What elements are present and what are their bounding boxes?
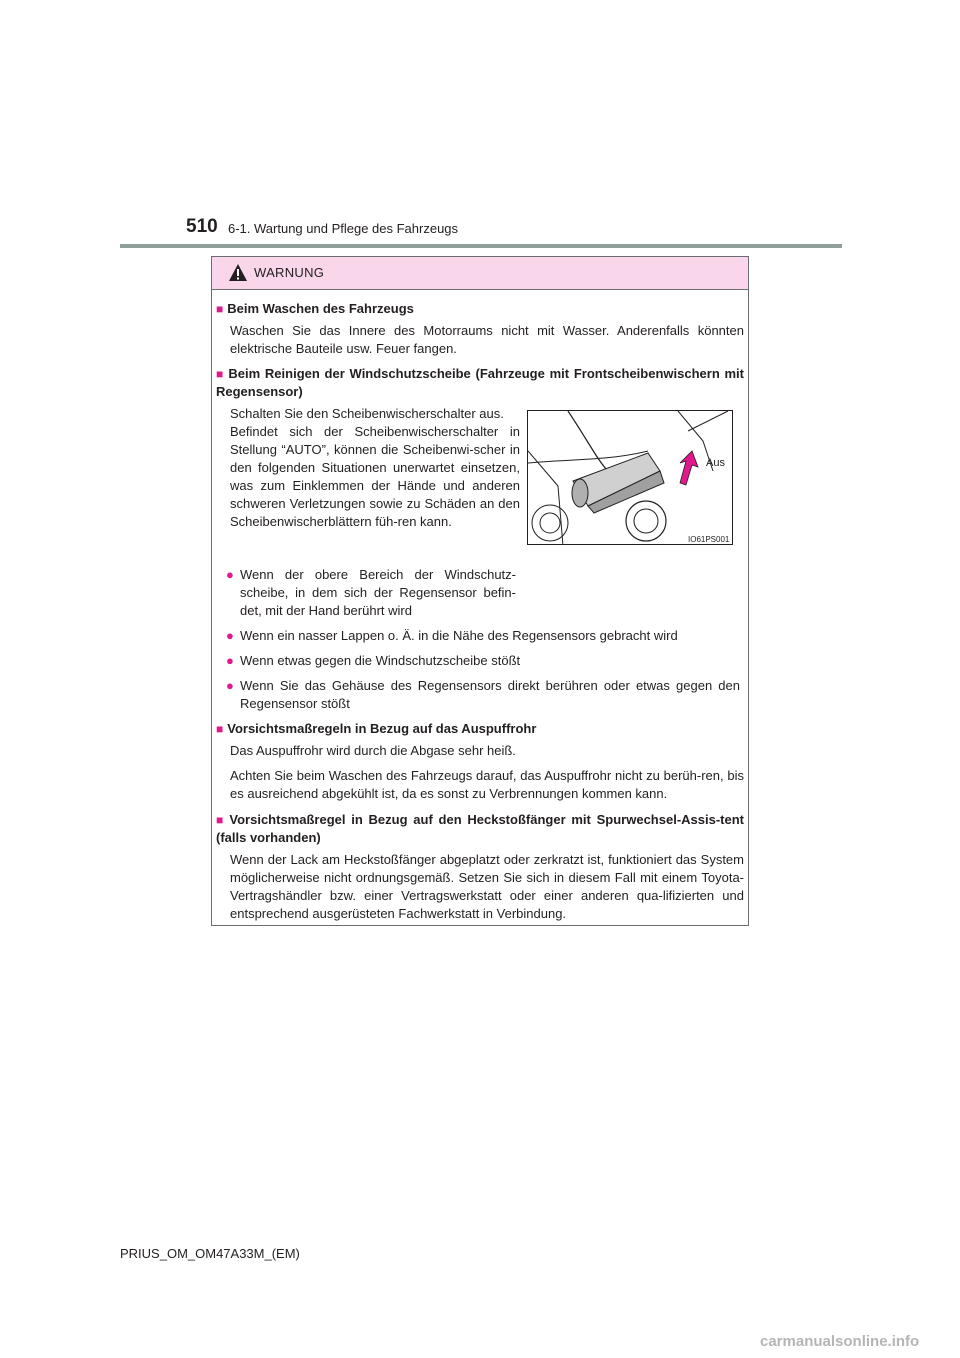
bullet-item: ● Wenn ein nasser Lappen o. Ä. in die Nähe des Regensensors gebracht wird: [226, 628, 678, 643]
circle-bullet-icon: ●: [226, 628, 234, 643]
section-text-exhaust-2: Achten Sie beim Waschen des Fahrzeugs darauf, das Auspuffrohr nicht zu berüh-ren, bis es ausreichend abgekühlt ist, da es sonst zu Verbrennungen kommen kann.: [230, 768, 744, 801]
figure-label-off: Aus: [706, 457, 725, 469]
figure-code: IO61PS001: [688, 535, 730, 544]
circle-bullet-icon: ●: [226, 567, 234, 582]
circle-bullet-icon: ●: [226, 678, 234, 693]
warning-header: [212, 257, 748, 290]
page-number: 510: [186, 216, 218, 237]
wiper-switch-illustration: [528, 411, 733, 545]
warning-title: WARNUNG: [254, 265, 325, 280]
section-heading-windshield: ■ Beim Reinigen der Windschutzscheibe (Fahrzeuge mit Frontscheibenwischern mit Regensensor): [216, 366, 744, 399]
section-title: 6-1. Wartung und Pflege des Fahrzeugs: [228, 221, 459, 236]
bullet-item: ● Wenn etwas gegen die Windschutzscheibe stößt: [226, 653, 521, 668]
square-bullet-icon: ■: [216, 302, 224, 316]
footer-code: PRIUS_OM_OM47A33M_(EM): [120, 1246, 300, 1261]
section-heading-washing: ■ Beim Waschen des Fahrzeugs: [216, 301, 414, 316]
section-heading-bumper: ■ Vorsichtsmaßregel in Bezug auf den Heckstoßfänger mit Spurwechsel-Assis-tent (falls vorhanden): [216, 812, 744, 845]
warning-box: [211, 256, 749, 926]
section-text-washing: Waschen Sie das Innere des Motorraums nicht mit Wasser. Anderenfalls könnten elektrische Bauteile usw. Feuer fangen.: [230, 323, 744, 356]
watermark: carmanualsonline.info: [760, 1333, 920, 1350]
circle-bullet-icon: ●: [226, 653, 234, 668]
section-text-exhaust-1: Das Auspuffrohr wird durch die Abgase sehr heiß.: [230, 743, 516, 758]
section-text-bumper: Wenn der Lack am Heckstoßfänger abgeplatzt oder zerkratzt ist, funktioniert das System möglicherweise nicht ordnungsgemäß. Setzen Sie sich in diesem Fall mit einem Toyota-Vertragshändler bzw. einer Vertragswerkstatt oder einer anderen qua-lifizierten und entsprechend ausgerüsteten Fachwerkstatt in Verbindung.: [230, 852, 744, 921]
square-bullet-icon: ■: [216, 813, 226, 827]
header-rule: [120, 244, 842, 248]
bullet-item: ● Wenn Sie das Gehäuse des Regensensors direkt berühren oder etwas gegen den Regensensor stößt: [226, 678, 740, 711]
section-heading-exhaust: ■ Vorsichtsmaßregeln in Bezug auf das Auspuffrohr: [216, 721, 537, 736]
section-text-windshield: Schalten Sie den Scheibenwischerschalter aus. Befindet sich der Scheibenwischerschalter in Stellung “AUTO”, können die Scheibenwi-scher in den folgenden Situationen unerwartet einsetzen, was zum Einklemmen der Hände und anderen schweren Verletzungen sowie zu Schäden an den Scheibenwischerblättern füh-ren kann.: [230, 406, 520, 529]
figure-wiper-switch: [527, 410, 733, 545]
bullet-item: ● Wenn der obere Bereich der Windschutz-scheibe, in dem sich der Regensensor befin-det, mit der Hand berührt wird: [226, 567, 516, 618]
square-bullet-icon: ■: [216, 367, 225, 381]
warning-triangle-icon: [228, 263, 248, 282]
square-bullet-icon: ■: [216, 722, 224, 736]
